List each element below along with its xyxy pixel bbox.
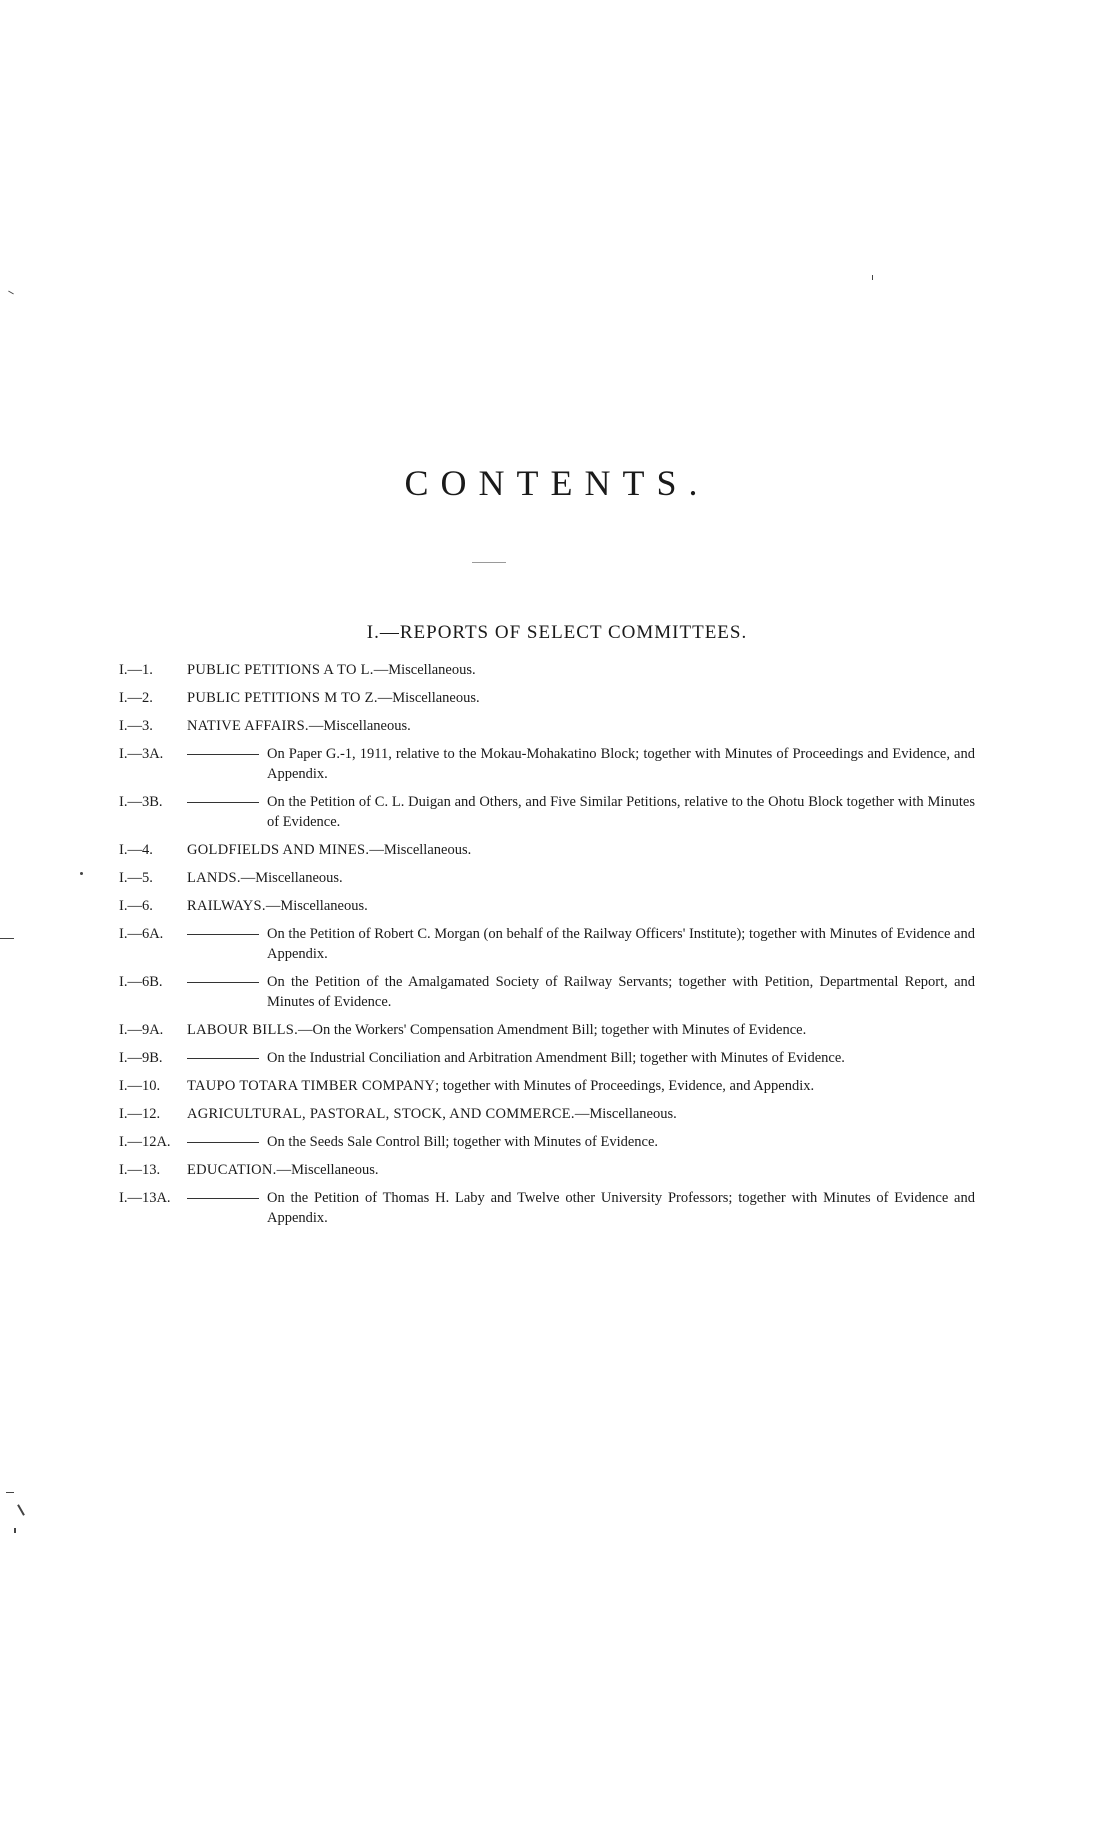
section-heading: I.—REPORTS OF SELECT COMMITTEES.: [366, 622, 748, 643]
contents-list: [119, 660, 975, 1236]
entry-code: I.—9B.: [119, 1050, 163, 1066]
page-title: CONTENTS.: [404, 463, 710, 503]
entry-i-3a: [119, 744, 975, 784]
entry-code: I.—12.: [119, 1106, 161, 1122]
entry-code: I.—9A.: [119, 1022, 164, 1038]
entry-text: On the Petition of Robert C. Morgan (on behalf of the Railway Officers' Institute); together with Minutes of Evidence and Appendix.: [267, 926, 975, 962]
ditto-dash: [187, 934, 259, 935]
entry-heading: LABOUR BILLS.: [187, 1022, 299, 1038]
entry-code: I.—1.: [119, 662, 153, 678]
entry-text: On the Seeds Sale Control Bill; together with Minutes of Evidence.: [267, 1134, 659, 1150]
entry-code: I.—10.: [119, 1078, 161, 1094]
entry-text: —Miscellaneous.: [377, 690, 480, 706]
entry-code: I.—6B.: [119, 974, 163, 990]
entry-heading: TAUPO TOTARA TIMBER COMPANY: [187, 1078, 436, 1094]
entry-i-6b: [119, 972, 975, 1012]
entry-i-13: [119, 1160, 975, 1180]
entry-heading: RAILWAYS.: [187, 898, 266, 914]
entry-text: —Miscellaneous.: [373, 662, 476, 678]
entry-text: —On the Workers' Compensation Amendment Bill; together with Minutes of Evidence.: [298, 1022, 807, 1038]
entry-i-2: [119, 688, 975, 708]
entry-i-12: [119, 1104, 975, 1124]
entry-text: —Miscellaneous.: [369, 842, 472, 858]
ditto-dash: [187, 802, 259, 803]
entry-text: —Miscellaneous.: [574, 1106, 677, 1122]
scan-speck: [8, 291, 14, 295]
entry-text: —Miscellaneous.: [265, 898, 368, 914]
entry-i-9a: [119, 1020, 975, 1040]
entry-text: On Paper G.-1, 1911, relative to the Mokau-Mohakatino Block; together with Minutes of Proceedings and Evidence, and Appendix.: [267, 746, 975, 782]
title-rule: [472, 562, 506, 563]
entry-i-1: [119, 660, 975, 680]
entry-code: I.—4.: [119, 842, 153, 858]
entry-text: ; together with Minutes of Proceedings, Evidence, and Appendix.: [435, 1078, 815, 1094]
entry-heading: GOLDFIELDS AND MINES.: [187, 842, 370, 858]
entry-i-12a: [119, 1132, 975, 1152]
scan-speck: [6, 1492, 14, 1493]
entry-i-6a: [119, 924, 975, 964]
entry-text: On the Petition of the Amalgamated Society of Railway Servants; together with Petition, Departmental Report, and Minutes of Evidence.: [267, 974, 975, 1010]
entry-code: I.—3B.: [119, 794, 163, 810]
entry-i-4: [119, 840, 975, 860]
entry-heading: PUBLIC PETITIONS M TO Z.: [187, 690, 378, 706]
ditto-dash: [187, 1058, 259, 1059]
entry-text: —Miscellaneous.: [308, 718, 411, 734]
entry-i-10: [119, 1076, 975, 1096]
entry-text: —Miscellaneous.: [276, 1162, 379, 1178]
entry-code: I.—6A.: [119, 926, 164, 942]
entry-code: I.—5.: [119, 870, 153, 886]
scan-speck: [0, 938, 14, 939]
entry-code: I.—6.: [119, 898, 153, 914]
entry-code: I.—3.: [119, 718, 153, 734]
entry-text: On the Industrial Conciliation and Arbitration Amendment Bill; together with Minutes of Evidence.: [267, 1050, 845, 1066]
entry-i-3: [119, 716, 975, 736]
entry-i-5: [119, 868, 975, 888]
ditto-dash: [187, 982, 259, 983]
entry-code: I.—12A.: [119, 1134, 171, 1150]
entry-heading: PUBLIC PETITIONS A TO L.: [187, 662, 374, 678]
ditto-dash: [187, 1142, 259, 1143]
ditto-dash: [187, 1198, 259, 1199]
entry-i-9b: [119, 1048, 975, 1068]
ditto-dash: [187, 754, 259, 755]
entry-i-13a: [119, 1188, 975, 1228]
scan-speck: [80, 872, 83, 875]
entry-i-6: [119, 896, 975, 916]
entry-text: On the Petition of Thomas H. Laby and Twelve other University Professors; together with Minutes of Evidence and Appendix.: [267, 1190, 975, 1226]
entry-text: —Miscellaneous.: [240, 870, 343, 886]
entry-code: I.—13.: [119, 1162, 161, 1178]
entry-heading: AGRICULTURAL, PASTORAL, STOCK, AND COMMERCE.: [187, 1106, 575, 1122]
entry-code: I.—3A.: [119, 746, 164, 762]
entry-text: On the Petition of C. L. Duigan and Others, and Five Similar Petitions, relative to the Ohotu Block together with Minutes of Evidence.: [267, 794, 975, 830]
scan-speck: [872, 275, 873, 280]
entry-i-3b: [119, 792, 975, 832]
entry-code: I.—13A.: [119, 1190, 171, 1206]
scan-speck: [17, 1504, 25, 1515]
entry-heading: NATIVE AFFAIRS.: [187, 718, 309, 734]
entry-heading: LANDS.: [187, 870, 241, 886]
entry-code: I.—2.: [119, 690, 153, 706]
scan-speck: [14, 1528, 16, 1533]
entry-heading: EDUCATION.: [187, 1162, 277, 1178]
